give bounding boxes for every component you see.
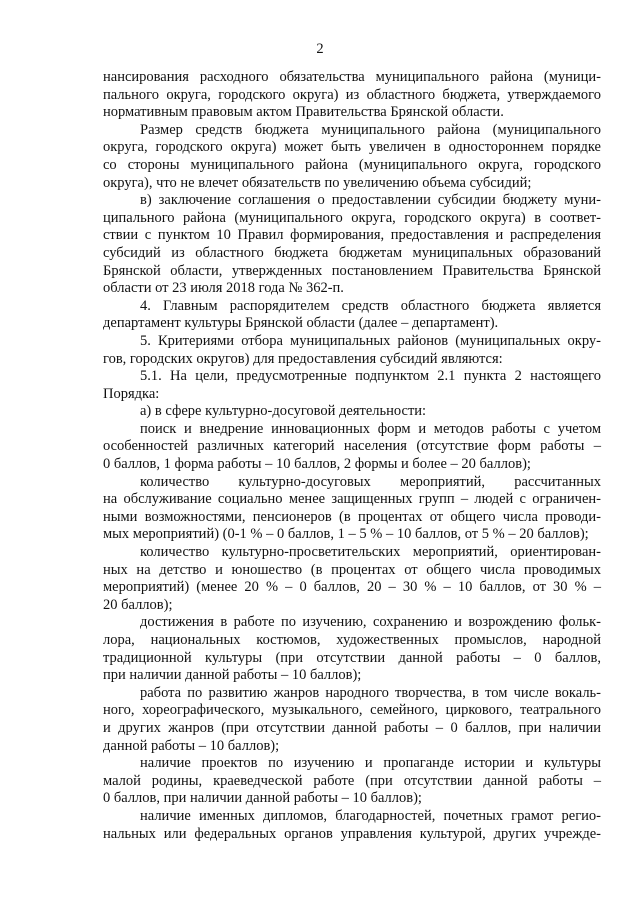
text-line: наличие проектов по изучению и пропаганде истории и культуры	[140, 755, 601, 772]
text-line: Брянской области, утвержденных постановлением Правительства Брянской	[103, 262, 601, 279]
text-line: Размер средств бюджета муниципального района (муниципального	[140, 121, 601, 138]
paragraph	[103, 474, 601, 544]
text-line: 0 баллов, при наличии данной работы – 10 баллов);	[103, 790, 422, 807]
text-line: 5. Критериями отбора муниципальных районов (муниципальных окру-	[140, 332, 601, 349]
paragraph	[103, 368, 601, 403]
text-line: 5.1. На цели, предусмотренные подпунктом 2.1 пункта 2 настоящего	[140, 368, 601, 385]
paragraph	[103, 403, 601, 421]
paragraph	[103, 755, 601, 808]
text-line: ного, хореографического, музыкального, семейного, циркового, театрального	[103, 702, 601, 719]
paragraph	[103, 544, 601, 614]
text-line: округа, городского округа) может быть увеличен в одностороннем порядке	[103, 139, 601, 156]
text-line: ствии с пунктом 10 Правил формирования, предоставления и распределения	[103, 227, 601, 244]
text-line: достижения в работе по изучению, сохранению и возрождению фольк-	[140, 614, 601, 631]
paragraph	[103, 421, 601, 474]
text-line: данной работы – 10 баллов);	[103, 737, 280, 754]
text-line: нальных или федеральных органов управления культурой, других учрежде-	[103, 825, 601, 842]
paragraph	[103, 69, 601, 122]
text-line: ципального района (муниципального округа, городского округа) в соответ-	[103, 209, 601, 226]
text-line: Порядка:	[103, 385, 160, 402]
text-line: 0 баллов, 1 форма работы – 10 баллов, 2 формы и более – 20 баллов);	[103, 456, 531, 473]
text-line: малой родины, краеведческой работе (при отсутствии данной работы –	[103, 772, 601, 789]
text-line: в) заключение соглашения о предоставлении субсидии бюджету муни-	[140, 192, 601, 209]
text-line: наличие именных дипломов, благодарностей, почетных грамот регио-	[140, 807, 601, 824]
text-line: со стороны муниципального района (муниципального округа, городского	[103, 156, 601, 173]
page-number: 2	[316, 41, 324, 57]
text-line: при наличии данной работы – 10 баллов);	[103, 667, 362, 684]
text-line: лора, национальных костюмов, художественных промыслов, народной	[103, 632, 601, 648]
text-line: мероприятий) (менее 20 % – 0 баллов, 20 – 30 % – 10 баллов, от 30 % –	[103, 579, 601, 596]
text-line: нормативным правовым актом Правительства Брянской области.	[103, 104, 504, 121]
text-line: и других жанров (при отсутствии данной работы – 0 баллов, при наличии	[103, 719, 601, 736]
text-line: работа по развитию жанров народного творчества, в том числе вокаль-	[140, 684, 601, 701]
text-line: особенностей различных категорий населения (отсутствие форм работы –	[103, 438, 601, 455]
text-line: 20 баллов);	[103, 596, 173, 613]
text-line: на обслуживание социально менее защищенных групп – людей с ограничен-	[103, 491, 601, 508]
text-line: количество культурно-досуговых мероприятий, рассчитанных	[140, 473, 601, 490]
paragraph	[103, 808, 601, 843]
text-line: области от 23 июля 2018 года № 362-п.	[103, 280, 344, 297]
text-line: количество культурно-просветительских мероприятий, ориентирован-	[140, 544, 601, 561]
text-line: поиск и внедрение инновационных форм и методов работы с учетом	[140, 420, 601, 437]
text-line: округа), что не влечет обязательств по увеличению объема субсидий;	[103, 174, 532, 191]
text-line: субсидий из областного бюджета бюджетам муниципальных образований	[103, 244, 601, 261]
text-line: мых мероприятий) (0-1 % – 0 баллов, 1 – 5 % – 10 баллов, от 5 % – 20 баллов);	[103, 526, 589, 543]
paragraph	[103, 333, 601, 368]
text-line: ными возможностями, пенсионеров (в процентах от общего числа проводи-	[103, 508, 601, 525]
text-line: департамент культуры Брянской области (далее – департамент).	[103, 315, 499, 332]
paragraph	[103, 614, 601, 684]
paragraph	[103, 298, 601, 333]
text-line: пального округа, городского округа) из областного бюджета, утверждаемого	[103, 86, 601, 103]
paragraph	[103, 122, 601, 192]
text-line: а) в сфере культурно-досуговой деятельности:	[140, 403, 427, 420]
text-line: ных на детство и юношество (в процентах от общего числа проводимых	[103, 561, 601, 578]
text-line: традиционной культуры (при отсутствии данной работы – 0 баллов,	[103, 649, 601, 666]
paragraph	[103, 192, 601, 298]
text-line: нансирования расходного обязательства муниципального района (муници-	[103, 69, 601, 85]
document-body	[103, 69, 601, 843]
text-line: гов, городских округов) для предоставления субсидий являются:	[103, 350, 503, 367]
paragraph	[103, 685, 601, 755]
text-line: 4. Главным распорядителем средств областного бюджета является	[140, 297, 601, 314]
